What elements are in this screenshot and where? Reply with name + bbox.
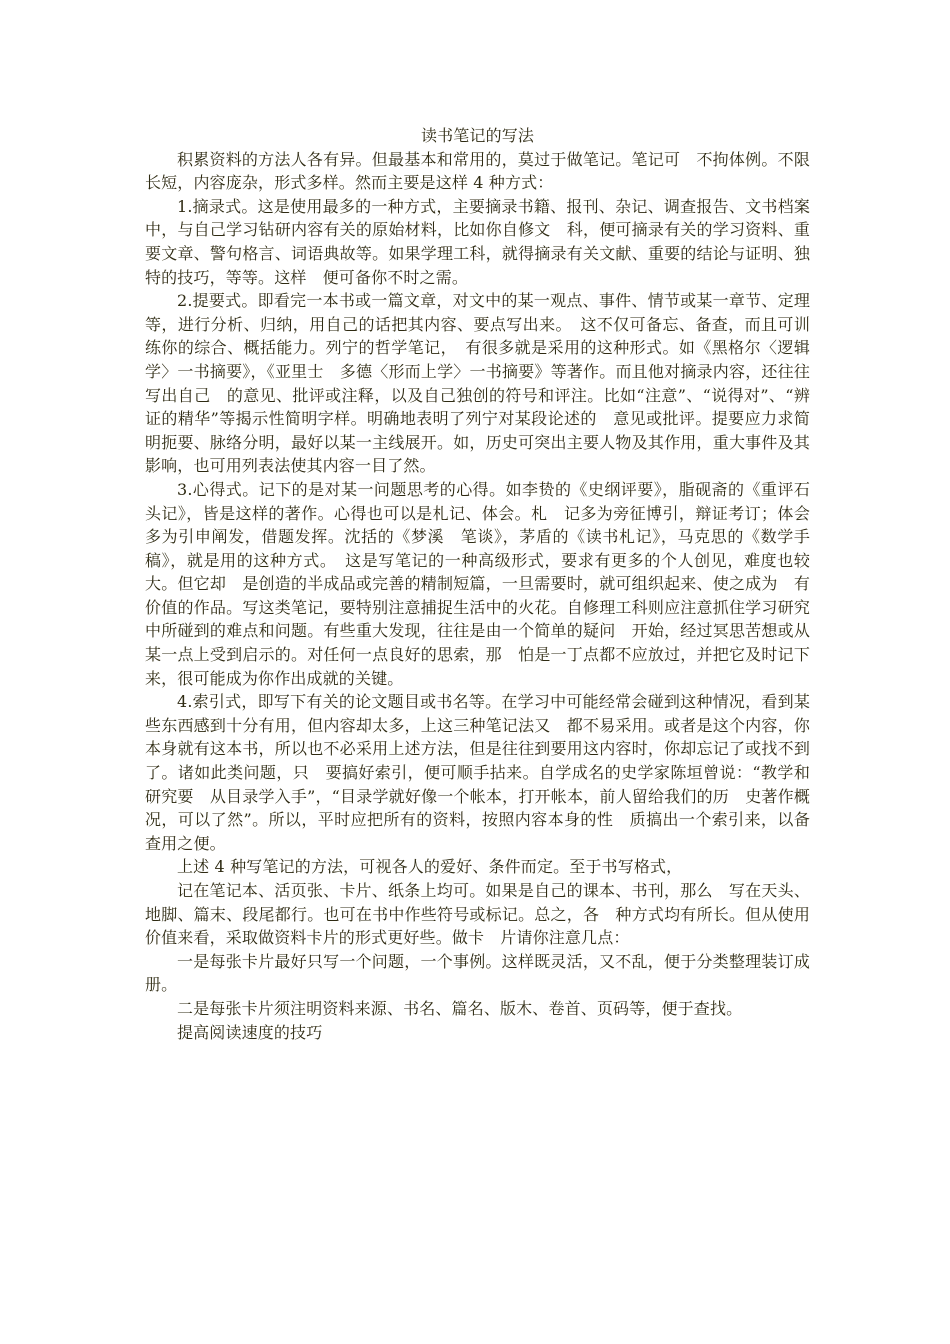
document-page (145, 124, 810, 1044)
paragraph-card-tip-two: 二是每张卡片须注明资料来源、书名、篇名、版木、卷首、页码等，便于查找。 (177, 998, 743, 1018)
paragraph-index-method: 4.索引式，即写下有关的论文题目或书名等。在学习中可能经常会碰到这种情况，看到某些东西感到十分有用，但内容却太多，上这三种笔记法又 都不易采用。或者是这个内容，你本身就有这本书，所以也不必采用上述方法，但是往往到要用这内容时，你却忘记了或找不到了。诸如此类问题，只 要搞好索引，便可顺手拈来。自学成名的史学家陈垣曾说：“教学和研究要 从目录学入手”，“目录学就好像一个帐本，打开帐本，前人留给我们的历 史著作概况，可以了然”。所以，平时应把所有的资料，按照内容本身的性 质搞出一个索引来，以备查用之便。 (145, 692, 810, 853)
paragraph-summary-method: 2.提要式。即看完一本书或一篇文章，对文中的某一观点、事件、情节或某一章节、定理等，进行分析、归纳，用自己的话把其内容、要点写出来。 这不仅可备忘、备查，而且可训练你的综合、概括能力。列宁的哲学笔记， 有很多就是采用的这种形式。如《黑格尔〈逻辑学〉一书摘要》，《亚里士 多德〈形而上学〉一书摘要》等著作。而且他对摘录内容，还往往写出自己 的意见、批评或注释，以及自己独创的符号和评注。比如“注意”、“说得对”、“辨证的精华”等揭示性简明字样。明确地表明了列宁对某段论述的 意见或批评。提要应力求简明扼要、脉络分明，最好以某一主线展开。如，历史可突出主要人物及其作用，重大事件及其影响，也可用列表法使其内容一目了然。 (145, 291, 810, 476)
paragraph-methods-summary: 上述 4 种写笔记的方法，可视各人的爱好、条件而定。至于书写格式， (177, 857, 683, 877)
paragraph-intro: 积累资料的方法人各有异。但最基本和常用的，莫过于做笔记。笔记可 不拘体例。不限长短，内容庞杂，形式多样。然而主要是这样 4 种方式： (145, 149, 810, 193)
paragraph-reflection-method: 3.心得式。记下的是对某一问题思考的心得。如李贽的《史纲评要》，脂砚斋的《重评石头记》，皆是这样的著作。心得也可以是札记、体会。札 记多为旁征博引，辩证考订；体会多为引申阐发，借题发挥。沈括的《梦溪 笔谈》，茅盾的《读书札记》，马克思的《数学手稿》，就是用的这种方式。 这是写笔记的一种高级形式，要求有更多的个人创见，难度也较大。但它却 是创造的半成品或完善的精制短篇，一旦需要时，就可组织起来、使之成为 有价值的作品。写这类笔记，要特别注意捕捉生活中的火花。自修理工科则应注意抓住学习研究中所碰到的难点和问题。有些重大发现，往往是由一个简单的疑问 开始，经过冥思苦想或从某一点上受到启示的。对任何一点良好的思索，那 怕是一丁点都不应放过，并把它及时记下来，很可能成为你作出成就的关键。 (145, 479, 810, 688)
paragraph-writing-format: 记在笔记本、活页张、卡片、纸条上均可。如果是自己的课本、书刊，那么 写在天头、地脚、篇末、段尾都行。也可在书中作些符号或标记。总之，各 种方式均有所长。但从使用价值来看，采取做资料卡片的形式更好些。做卡 片请你注意几点： (145, 881, 810, 948)
paragraph-excerpt-method: 1.摘录式。这是使用最多的一种方式，主要摘录书籍、报刊、杂记、调查报告、文书档案中，与自己学习钻研内容有关的原始材料，比如你自修文 科，便可摘录有关的学习资料、重要文章、警句格言、词语典故等。如果学理工科，就得摘录有关文献、重要的结论与证明、独特的技巧，等等。这样 便可备你不时之需。 (145, 196, 810, 287)
paragraph-card-tip-one: 一是每张卡片最好只写一个问题，一个事例。这样既灵活，又不乱，便于分类整理装订成册。 (145, 951, 810, 995)
section-heading-reading-speed: 提高阅读速度的技巧 (177, 1022, 323, 1042)
document-title: 读书笔记的写法 (420, 126, 535, 145)
